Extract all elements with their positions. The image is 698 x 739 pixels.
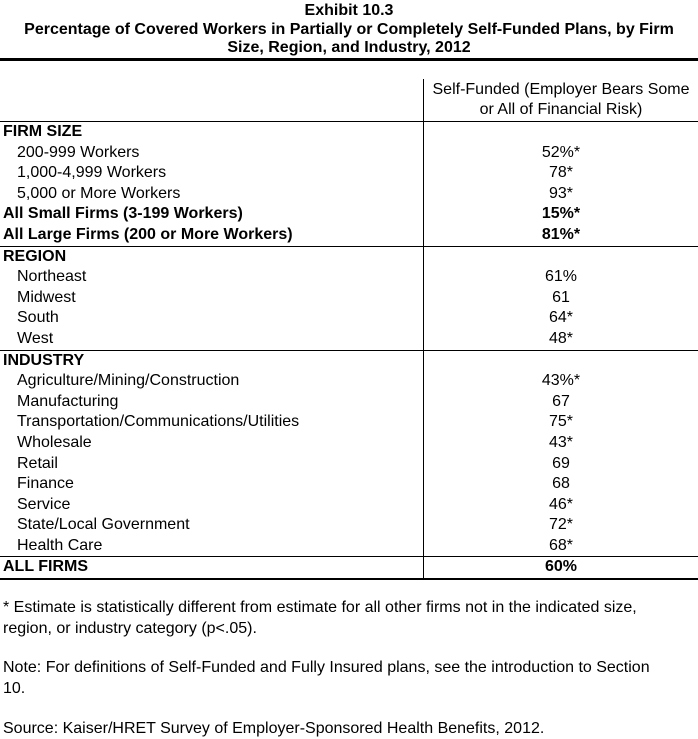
row-label: Service	[17, 495, 71, 513]
section-heading-firm-size: FIRM SIZE	[0, 122, 424, 143]
section-heading-region: REGION	[0, 246, 424, 267]
row-value: 52%*	[424, 143, 698, 164]
title-line-1: Percentage of Covered Workers in Partially or Completely Self-Funded Plans, by Firm	[24, 20, 674, 38]
row-label: Transportation/Communications/Utilities	[17, 413, 300, 431]
table-row	[0, 329, 698, 350]
row-label: Retail	[17, 454, 58, 472]
row-label: West	[17, 329, 54, 347]
section-heading-row	[0, 122, 698, 143]
row-value: 61	[424, 288, 698, 309]
summary-row	[0, 225, 698, 246]
section-heading-row	[0, 246, 698, 267]
row-value: 61%	[424, 267, 698, 288]
source-line: Source: Kaiser/HRET Survey of Employer-Sponsored Health Benefits, 2012.	[3, 720, 545, 737]
row-label: Agriculture/Mining/Construction	[17, 372, 240, 390]
note-line-2: 10.	[3, 680, 26, 697]
row-label: All Large Firms (200 or More Workers)	[3, 225, 293, 243]
note-line-1: Note: For definitions of Self-Funded and Fully Insured plans, see the introduction to Section	[3, 659, 650, 676]
all-firms-label: ALL FIRMS	[0, 557, 424, 579]
table-row	[0, 267, 698, 288]
table-row	[0, 474, 698, 495]
row-value: 48*	[424, 329, 698, 350]
row-value: 93*	[424, 184, 698, 205]
table-row	[0, 288, 698, 309]
title-divider	[0, 58, 698, 61]
row-label: Manufacturing	[17, 392, 119, 410]
footnote	[3, 597, 693, 639]
row-value: 68	[424, 474, 698, 495]
row-label: Health Care	[17, 536, 103, 554]
row-label: South	[17, 309, 59, 327]
all-firms-value: 60%	[424, 557, 698, 579]
table-row	[0, 308, 698, 329]
title-line-2: Size, Region, and Industry, 2012	[227, 39, 471, 56]
row-value: 43%*	[424, 371, 698, 392]
row-label: Midwest	[17, 288, 76, 306]
exhibit-title	[0, 2, 698, 58]
exhibit-label: Exhibit 10.3	[304, 2, 394, 19]
row-value: 15%*	[424, 204, 698, 225]
row-label: Northeast	[17, 268, 87, 286]
table-row	[0, 515, 698, 536]
row-value: 46*	[424, 495, 698, 516]
table-row	[0, 454, 698, 475]
note	[3, 657, 693, 699]
table-row	[0, 143, 698, 164]
footnote-line-1: * Estimate is statistically different from estimate for all other firms not in the indicated size,	[3, 599, 637, 616]
table-row	[0, 433, 698, 454]
column-header-row	[0, 79, 698, 122]
table-row	[0, 163, 698, 184]
table-row	[0, 495, 698, 516]
section-heading-row	[0, 350, 698, 371]
header-blank-cell	[0, 79, 424, 122]
section-heading-industry: INDUSTRY	[0, 350, 424, 371]
row-value: 72*	[424, 515, 698, 536]
column-header	[424, 79, 698, 122]
row-label: Finance	[17, 475, 74, 493]
table-row	[0, 412, 698, 433]
table-row	[0, 184, 698, 205]
column-header-line-1: Self-Funded (Employer Bears Some	[432, 80, 690, 98]
row-value: 64*	[424, 308, 698, 329]
footnote-line-2: region, or industry category (p<.05).	[3, 620, 257, 637]
column-header-line-2: or All of Financial Risk)	[479, 101, 643, 118]
table-row	[0, 536, 698, 557]
summary-row	[0, 204, 698, 225]
row-label: State/Local Government	[17, 516, 190, 534]
row-value: 81%*	[424, 225, 698, 246]
table-row	[0, 371, 698, 392]
row-value: 43*	[424, 433, 698, 454]
row-label: Wholesale	[17, 433, 92, 451]
row-value: 68*	[424, 536, 698, 557]
row-value: 67	[424, 392, 698, 413]
row-label: 200-999 Workers	[17, 143, 140, 161]
row-value: 75*	[424, 412, 698, 433]
all-firms-row	[0, 557, 698, 579]
row-label: All Small Firms (3-199 Workers)	[3, 205, 243, 223]
table-row	[0, 392, 698, 413]
row-value: 69	[424, 454, 698, 475]
row-label: 5,000 or More Workers	[17, 184, 181, 202]
row-label: 1,000-4,999 Workers	[17, 164, 167, 182]
row-value: 78*	[424, 163, 698, 184]
self-funded-table	[0, 79, 698, 580]
